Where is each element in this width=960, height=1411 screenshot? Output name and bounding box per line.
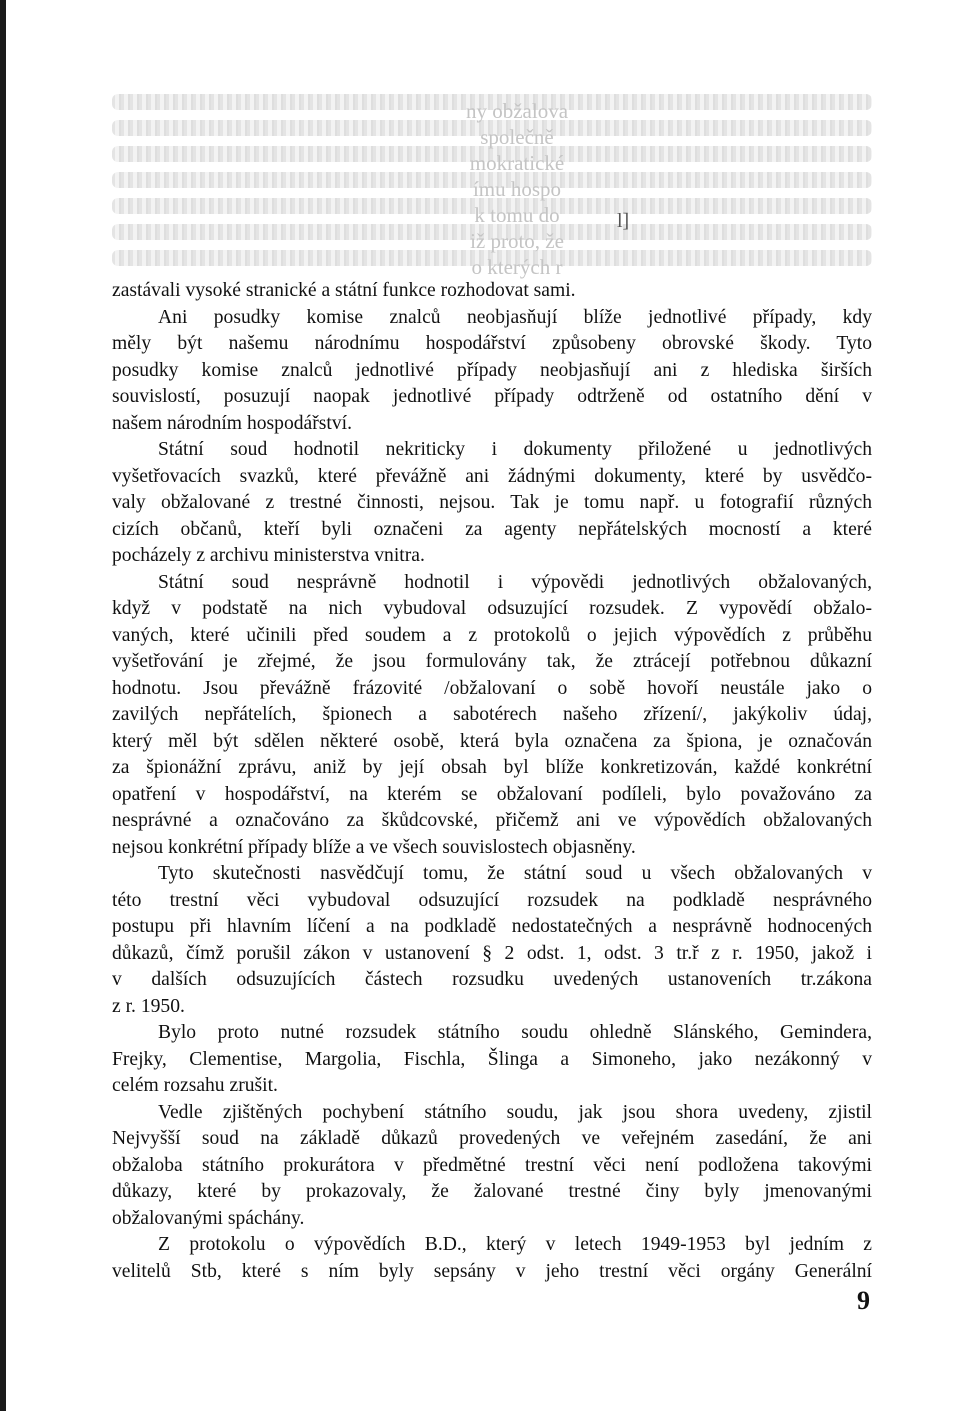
text-line: valy obžalované z trestné činnosti, nejsou. Tak je tomu např. u fotografií různých [112, 492, 872, 513]
text-line: zastávali vysoké stranické a státní funkce rozhodovat sami. [112, 280, 576, 301]
text-line: našem národním hospodářství. [112, 412, 352, 434]
text-line: Bylo proto nutné rozsudek státního soudu ohledně Slánského, Gemindera, [158, 1022, 872, 1043]
text-line: Nejvyšší soud na základě důkazů provedených ve veřejném zasedání, že ani [112, 1128, 872, 1149]
text-line: cizích občanů, kteří byli označeni za agenty nepřátelských mocností a které [112, 518, 872, 540]
page-number: 9 [857, 1286, 870, 1315]
text-line: vyšetřování je zřejmé, že jsou formulovány tak, že ztrácejí potřebnou důkazní [112, 651, 872, 672]
faded-fragment: společně [480, 125, 554, 149]
text-line: zavilých nepřátelích, špionech a sabotérech našeho zřízení/, jakýkoliv údaj, [112, 704, 872, 725]
document-body [112, 278, 872, 1285]
faded-fragments [442, 98, 592, 280]
redacted-area [112, 80, 872, 280]
text-line: v dalších odsuzujících částech rozsudku uvedených ustanoveních tr.zákona [112, 969, 872, 990]
faded-fragment: o kterých r [471, 255, 563, 279]
text-line: Z protokolu o výpovědích B.D., který v letech 1949-1953 byl jedním z [158, 1234, 872, 1255]
text-line: postupu při hlavním líčení a na podkladě nedostatečných a nesprávně hodnocených [112, 916, 872, 937]
text-line: Frejky, Clementise, Margolia, Fischla, Šlinga a Simoneho, jako nezákonný v [112, 1048, 872, 1070]
faded-fragment: iž proto, že [470, 229, 564, 253]
text-line: Vedle zjištěných pochybení státního soudu, jak jsou shora uvedeny, zjistil [158, 1101, 872, 1123]
text-line: velitelů Stb, které s ním byly sepsány v jeho trestní věci orgány Generální [112, 1260, 872, 1282]
faded-fragment: ny obžalova [465, 99, 569, 123]
text-line: důkazy, které by prokazovaly, že žalované trestné činy byly jmenovanými [112, 1181, 872, 1202]
text-line: nesprávné a označováno za škůdcovské, přičemž ani ve výpovědích obžalovaných [112, 810, 872, 831]
text-line: Státní soud nesprávně hodnotil i výpovědi jednotlivých obžalovaných, [158, 571, 872, 593]
text-line: souvislostí, posuzují naopak jednotlivé případy odtrženě od ostatního dění v [112, 386, 872, 407]
text-line: když v podstatě na nich vybudoval odsuzující rozsudek. Z vypovědí obžalo- [112, 598, 872, 619]
text-line: pocházely z archivu ministerstva vnitra. [112, 545, 425, 566]
text-line: celém rozsahu zrušit. [112, 1075, 278, 1096]
text-line: Tyto skutečnosti nasvědčují tomu, že státní soud u všech obžalovaných v [158, 863, 872, 884]
text-line: nejsou konkrétní případy blíže a ve všech souvislostech objasněny. [112, 836, 636, 858]
faded-mark: l] [617, 210, 630, 232]
text-line: za špionážní zprávu, aniž by její obsah byl blíže konkretizován, každé konkrétní [112, 757, 872, 778]
text-line: obžaloba státního prokurátora v předmětné trestní věci není podložena takovými [112, 1154, 872, 1176]
text-line: této trestní věci vybudoval odsuzující rozsudek na podkladě nesprávného [112, 889, 872, 911]
text-line: obžalovanými spáchány. [112, 1207, 305, 1229]
text-line: z r. 1950. [112, 995, 185, 1017]
text-line: opatření v hospodářství, na kterém se obžalovaní podíleli, bylo považováno za [112, 783, 872, 805]
faded-fragment: ímu hospo [472, 177, 562, 201]
text-line: posudky komise znalců jednotlivé případy neobjasňují ani z hlediska širších [112, 359, 872, 381]
text-line: Státní soud hodnotil nekriticky i dokumenty přiložené u jednotlivých [158, 439, 872, 460]
text-line: který měl být sdělen některé osobě, která byla označena za špiona, je označován [112, 730, 872, 752]
text-line: Ani posudky komise znalců neobjasňují blíže jednotlivé případy, kdy [158, 306, 872, 328]
text-line: důkazů, čímž porušil zákon v ustanovení § 2 odst. 1, odst. 3 tr.ř z r. 1950, jakož i [112, 942, 872, 964]
text-line: měly být našemu národnímu hospodářství způsobeny obrovské škody. Tyto [112, 333, 872, 354]
page-edge-rule [0, 0, 6, 1411]
faded-fragment: mokratické [469, 151, 565, 175]
text-line: hodnotu. Jsou převážně frázovité /obžalovaní o sobě hovoří neustále jako o [112, 677, 872, 699]
faded-fragment: k tomu do [474, 203, 560, 227]
text-line: vyšetřovacích svazků, které převážně ani žádnými dokumenty, které by usvědčo- [112, 465, 872, 487]
text-line: vaných, které učinili před soudem a z protokolů o jejich výpovědích z průběhu [112, 624, 872, 646]
